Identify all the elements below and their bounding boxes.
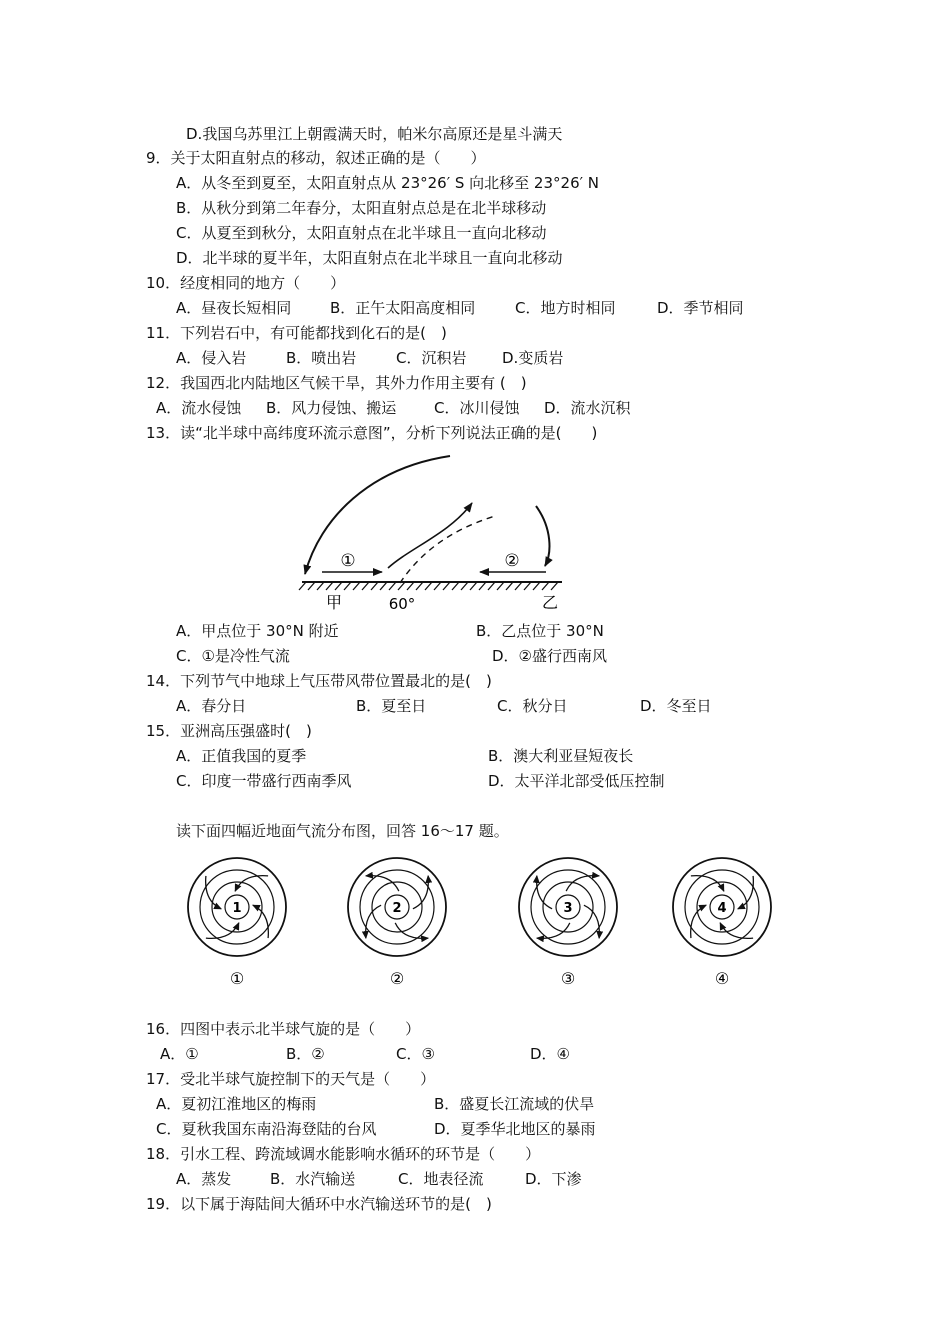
ground-hatch <box>488 582 495 590</box>
ground-hatch <box>452 582 459 590</box>
figure-intro: 读下面四幅近地面气流分布图，回答 16～17 题。 <box>176 822 509 840</box>
airflow-arrow <box>366 876 399 891</box>
q17-option-a: A．夏初江淮地区的梅雨 <box>156 1095 317 1113</box>
rising-arrow <box>388 503 472 568</box>
question-18: 18．引水工程、跨流域调水能影响水循环的环节是（ ） <box>146 1145 541 1163</box>
q12-option-a: A．流水侵蚀 <box>156 399 242 417</box>
airflow-arrow <box>720 923 753 938</box>
ground-hatch <box>443 582 450 590</box>
q14-option-d: D．冬至日 <box>640 697 712 715</box>
flow-1-label: ① <box>340 551 356 571</box>
q11-option-c: C．沉积岩 <box>396 349 467 367</box>
ground-hatch <box>533 582 540 590</box>
q13-option-b: B．乙点位于 30°N <box>476 622 604 640</box>
airflow-diagram-2 <box>348 858 446 956</box>
point-yi-label: 乙 <box>541 593 559 612</box>
ground-hatch <box>434 582 441 590</box>
ground-hatch <box>389 582 396 590</box>
q15-option-b: B．澳大利亚昼短夜长 <box>488 747 634 765</box>
ground-hatch <box>380 582 387 590</box>
flow-2-label: ② <box>504 551 520 571</box>
q11-option-a: A．侵入岩 <box>176 349 247 367</box>
q17-option-c: C．夏秋我国东南沿海登陆的台风 <box>156 1120 377 1138</box>
airflow-diagram-1 <box>188 858 286 956</box>
ground-hatch <box>542 582 549 590</box>
q12-option-b: B．风力侵蚀、搬运 <box>266 399 397 417</box>
q14-option-b: B．夏至日 <box>356 697 427 715</box>
q10-option-b: B．正午太阳高度相同 <box>330 299 476 317</box>
q17-option-b: B．盛夏长江流域的伏旱 <box>434 1095 595 1113</box>
ground-hatch <box>326 582 333 590</box>
diagram-caption-4: ④ <box>714 969 730 988</box>
descending-arc-right <box>536 506 549 566</box>
question-9: 9．关于太阳直射点的移动，叙述正确的是（ ） <box>146 149 486 167</box>
airflow-arrow <box>366 905 381 938</box>
q9-option-a: A．从冬至到夏至，太阳直射点从 23°26′ S 向北移至 23°26′ N <box>176 174 600 192</box>
question-10: 10．经度相同的地方（ ） <box>146 274 346 292</box>
q12-option-d: D．流水沉积 <box>544 399 631 417</box>
ground-hatch <box>335 582 342 590</box>
ground-hatch <box>425 582 432 590</box>
q9-option-d: D．北半球的夏半年，太阳直射点在北半球且一直向北移动 <box>176 249 563 267</box>
airflow-diagram-3 <box>519 858 617 956</box>
question-13: 13．读“北半球中高纬度环流示意图”，分析下列说法正确的是( ) <box>146 424 598 442</box>
q15-option-d: D．太平洋北部受低压控制 <box>488 772 665 790</box>
airflow-diagram-4 <box>673 858 771 956</box>
q17-option-d: D．夏季华北地区的暴雨 <box>434 1120 596 1138</box>
descending-arc-left <box>305 456 450 574</box>
q10-option-a: A．昼夜长短相同 <box>176 299 292 317</box>
center-label: 2 <box>392 901 402 916</box>
q18-option-a: A．蒸发 <box>176 1170 232 1188</box>
q15-option-c: C．印度一带盛行西南季风 <box>176 772 352 790</box>
ground-hatch <box>416 582 423 590</box>
ground-hatch <box>398 582 405 590</box>
ground-hatch <box>407 582 414 590</box>
q13-option-d: D．②盛行西南风 <box>492 647 607 665</box>
ground-hatch <box>308 582 315 590</box>
ground-hatch <box>497 582 504 590</box>
ground-hatch <box>524 582 531 590</box>
latitude-label: 60° <box>388 595 416 613</box>
ground-hatch <box>344 582 351 590</box>
airflow-arrow <box>584 905 599 938</box>
airflow-arrow <box>537 923 570 938</box>
ground-hatch <box>461 582 468 590</box>
airflow-arrow <box>691 876 724 891</box>
ground-hatch <box>551 582 558 590</box>
question-16: 16．四图中表示北半球气旋的是（ ） <box>146 1020 421 1038</box>
q11-option-b: B．喷出岩 <box>286 349 357 367</box>
q18-option-b: B．水汽输送 <box>270 1170 356 1188</box>
ground-hatch <box>515 582 522 590</box>
q16-option-d: D．④ <box>530 1045 570 1063</box>
question-11: 11．下列岩石中，有可能都找到化石的是( ) <box>146 324 447 342</box>
circulation-diagram <box>290 448 580 618</box>
airflow-arrow <box>738 876 753 909</box>
airflow-arrow <box>566 876 599 891</box>
question-15: 15．亚洲高压强盛时( ) <box>146 722 312 740</box>
airflow-arrow <box>235 876 268 891</box>
ground-hatch <box>362 582 369 590</box>
center-label: 4 <box>717 901 727 916</box>
ground-hatch <box>479 582 486 590</box>
center-label: 3 <box>563 901 573 916</box>
q13-option-c: C．①是冷性气流 <box>176 647 290 665</box>
airflow-arrow <box>395 923 428 938</box>
q16-option-a: A．① <box>160 1045 199 1063</box>
q14-option-c: C．秋分日 <box>497 697 568 715</box>
ground-hatch <box>371 582 378 590</box>
q18-option-d: D．下渗 <box>525 1170 582 1188</box>
airflow-arrow <box>537 876 552 909</box>
q9-option-b: B．从秋分到第二年春分，太阳直射点总是在北半球移动 <box>176 199 547 217</box>
q11-option-d: D.变质岩 <box>502 349 564 367</box>
q15-option-a: A．正值我国的夏季 <box>176 747 307 765</box>
question-19: 19．以下属于海陆间大循环中水汽输送环节的是( ) <box>146 1195 492 1213</box>
airflow-arrow <box>691 905 706 938</box>
question-17: 17．受北半球气旋控制下的天气是（ ） <box>146 1070 436 1088</box>
q10-option-c: C．地方时相同 <box>515 299 616 317</box>
airflow-diagrams <box>180 852 780 997</box>
q10-option-d: D．季节相同 <box>657 299 744 317</box>
airflow-arrow <box>413 876 428 909</box>
ground-hatch <box>317 582 324 590</box>
center-label: 1 <box>232 901 242 916</box>
q16-option-c: C．③ <box>396 1045 435 1063</box>
airflow-arrow <box>206 876 221 909</box>
q13-option-a: A．甲点位于 30°N 附近 <box>176 622 339 640</box>
q14-option-a: A．春分日 <box>176 697 247 715</box>
ground-hatch <box>299 582 306 590</box>
diagram-caption-1: ① <box>229 969 245 988</box>
ground-hatch <box>353 582 360 590</box>
point-jia-label: 甲 <box>325 593 343 612</box>
q8-option-d: D.我国乌苏里江上朝霞满天时，帕米尔高原还是星斗满天 <box>186 125 563 143</box>
ground-hatch <box>470 582 477 590</box>
question-12: 12．我国西北内陆地区气候干旱，其外力作用主要有 ( ) <box>146 374 527 392</box>
q18-option-c: C．地表径流 <box>398 1170 484 1188</box>
q12-option-c: C．冰川侵蚀 <box>434 399 520 417</box>
airflow-arrow <box>206 923 239 938</box>
diagram-caption-2: ② <box>389 969 405 988</box>
question-14: 14．下列节气中地球上气压带风带位置最北的是( ) <box>146 672 492 690</box>
q16-option-b: B．② <box>286 1045 325 1063</box>
diagram-caption-3: ③ <box>560 969 576 988</box>
airflow-arrow <box>253 905 268 938</box>
ground-hatch <box>506 582 513 590</box>
q9-option-c: C．从夏至到秋分，太阳直射点在北半球且一直向北移动 <box>176 224 547 242</box>
